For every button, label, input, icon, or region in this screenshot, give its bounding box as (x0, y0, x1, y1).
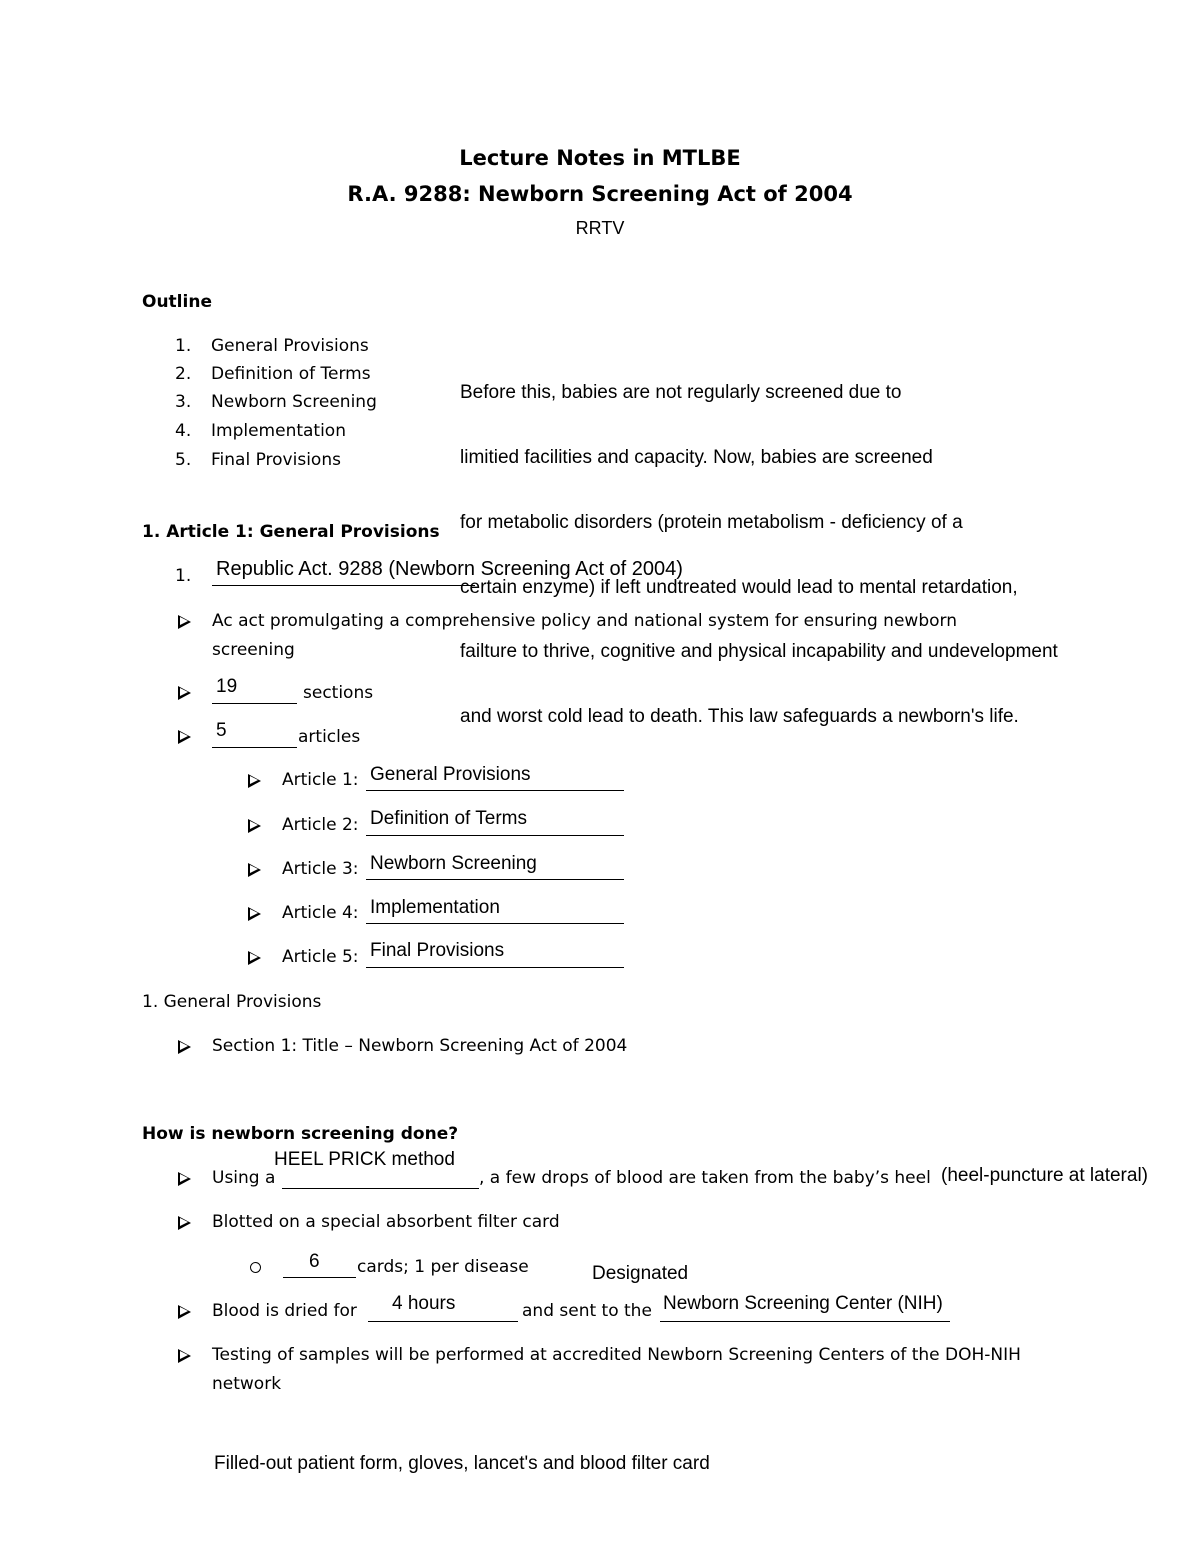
act-description-cont: screening (212, 640, 295, 660)
articles-answer: 5 (216, 720, 227, 741)
outline-note (460, 339, 1058, 749)
triangle-bullet-icon (178, 686, 191, 700)
document-title: Lecture Notes in MTLBE (459, 146, 741, 170)
triangle-bullet-icon (248, 774, 261, 788)
general-heading: 1. General Provisions (142, 992, 322, 1012)
article-label: Article 1: (282, 770, 359, 790)
article1-item-number: 1. (175, 566, 192, 586)
triangle-bullet-icon (178, 1040, 191, 1054)
sections-blank (212, 703, 297, 704)
article-label: Article 3: (282, 859, 359, 879)
outline-note-line: failture to thrive, cognitive and physical incapability and undevelopment (460, 641, 1058, 663)
article-answer: Final Provisions (370, 940, 505, 961)
outline-heading: Outline (142, 292, 212, 312)
author: RRTV (575, 218, 625, 238)
triangle-bullet-icon (178, 615, 191, 629)
circle-bullet-icon (250, 1262, 261, 1273)
blotted-text: Blotted on a special absorbent filter card (212, 1212, 560, 1232)
outline-item (175, 421, 346, 441)
heel-puncture-note: (heel-puncture at lateral) (941, 1165, 1148, 1186)
article1-heading: 1. Article 1: General Provisions (142, 522, 440, 542)
article-answer: Newborn Screening (370, 853, 537, 874)
cards-answer: 6 (309, 1251, 320, 1272)
section1-title: Section 1: Title – Newborn Screening Act of 2004 (212, 1036, 628, 1056)
outline-item-number: 3. (175, 392, 192, 412)
article-blank (366, 835, 624, 836)
triangle-bullet-icon (178, 1216, 191, 1230)
act-description: Ac act promulgating a comprehensive policy and national system for ensuring newborn (212, 611, 957, 631)
articles-blank (212, 747, 297, 748)
triangle-bullet-icon (178, 1172, 191, 1186)
article-blank (366, 923, 624, 924)
act-name-answer: Republic Act. 9288 (Newborn Screening Act of 2004) (216, 558, 683, 580)
triangle-bullet-icon (248, 951, 261, 965)
center-blank (660, 1321, 950, 1322)
triangle-bullet-icon (178, 1305, 191, 1319)
cards-label: cards; 1 per disease (357, 1257, 529, 1277)
how-heading: How is newborn screening done? (142, 1124, 459, 1144)
outline-item-text: Definition of Terms (211, 364, 371, 384)
triangle-bullet-icon (248, 819, 261, 833)
outline-item (175, 364, 371, 384)
article-blank (366, 879, 624, 880)
testing-text: Testing of samples will be performed at accredited Newborn Screening Centers of the DOH-NIH (212, 1345, 1021, 1365)
method-blank (282, 1188, 479, 1189)
center-answer: Newborn Screening Center (NIH) (663, 1293, 943, 1314)
materials-note: Filled-out patient form, gloves, lancet's and blood filter card (214, 1453, 710, 1474)
outline-item-number: 2. (175, 364, 192, 384)
articles-label: articles (298, 727, 361, 747)
cards-blank (283, 1277, 356, 1278)
using-prefix: Using a (212, 1168, 276, 1188)
designated-note: Designated (592, 1263, 689, 1284)
act-name-blank (212, 585, 475, 586)
article-label: Article 2: (282, 815, 359, 835)
outline-note-line: for metabolic disorders (protein metabolism - deficiency of a (460, 511, 963, 533)
outline-note-line: and worst cold lead to death. This law safeguards a newborn's life. (460, 706, 1019, 728)
triangle-bullet-icon (248, 907, 261, 921)
dried-answer: 4 hours (392, 1293, 456, 1314)
outline-item-text: General Provisions (211, 336, 369, 356)
outline-item-number: 4. (175, 421, 192, 441)
outline-item (175, 450, 341, 470)
method-answer: HEEL PRICK method (274, 1149, 455, 1170)
testing-text-cont: network (212, 1374, 282, 1394)
outline-item-number: 5. (175, 450, 192, 470)
outline-note-line: certain enzyme) if left undtreated would lead to mental retardation, (460, 576, 1018, 598)
outline-item-text: Final Provisions (211, 450, 341, 470)
article-answer: Implementation (370, 897, 500, 918)
article-answer: Definition of Terms (370, 808, 527, 829)
dried-blank (368, 1321, 518, 1322)
dried-prefix: Blood is dried for (212, 1301, 357, 1321)
sections-answer: 19 (216, 676, 238, 697)
document-subtitle: R.A. 9288: Newborn Screening Act of 2004 (347, 182, 853, 206)
outline-item (175, 336, 369, 356)
outline-item (175, 392, 377, 412)
outline-note-line: Before this, babies are not regularly screened due to (460, 382, 902, 404)
article-answer: General Provisions (370, 764, 531, 785)
article-label: Article 5: (282, 947, 359, 967)
using-suffix: , a few drops of blood are taken from the baby’s heel (479, 1168, 931, 1188)
triangle-bullet-icon (248, 863, 261, 877)
outline-item-number: 1. (175, 336, 192, 356)
article-label: Article 4: (282, 903, 359, 923)
outline-note-line: limitied facilities and capacity. Now, babies are screened (460, 446, 933, 468)
triangle-bullet-icon (178, 1349, 191, 1363)
triangle-bullet-icon (178, 730, 191, 744)
outline-item-text: Implementation (211, 421, 346, 441)
sections-label: sections (303, 683, 374, 703)
outline-item-text: Newborn Screening (211, 392, 377, 412)
article-blank (366, 967, 624, 968)
dried-mid: and sent to the (522, 1301, 652, 1321)
article-blank (366, 790, 624, 791)
